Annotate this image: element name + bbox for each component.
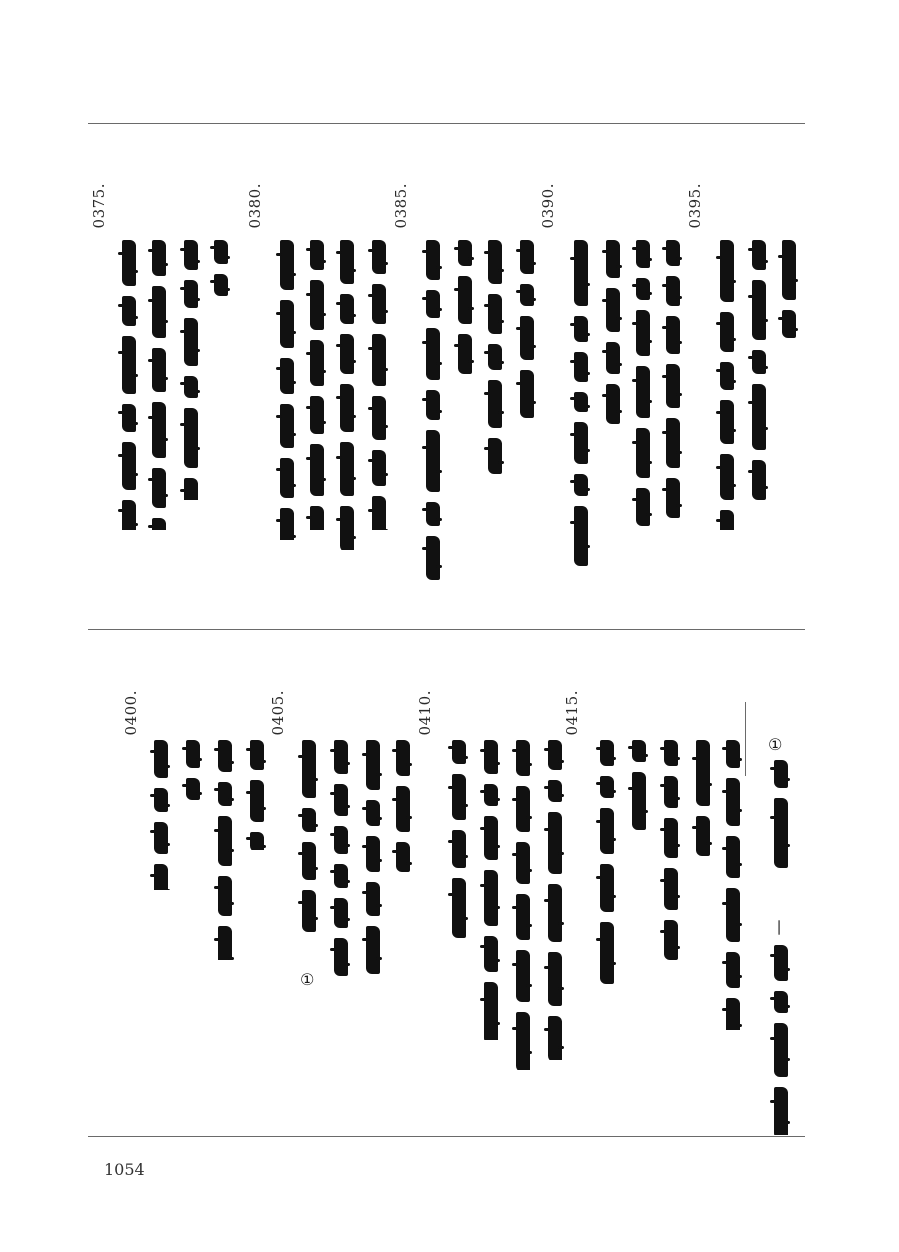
footnote-dash: — xyxy=(770,919,790,936)
page-number: 1054 xyxy=(104,1160,145,1179)
inline-note-marker: ① xyxy=(300,970,315,989)
bottom-rule xyxy=(88,1136,805,1137)
footnote-separator xyxy=(745,702,746,776)
top-rule xyxy=(88,123,805,124)
middle-rule xyxy=(88,629,805,630)
footnote xyxy=(768,735,782,754)
footnote-marker: ① xyxy=(768,735,783,754)
